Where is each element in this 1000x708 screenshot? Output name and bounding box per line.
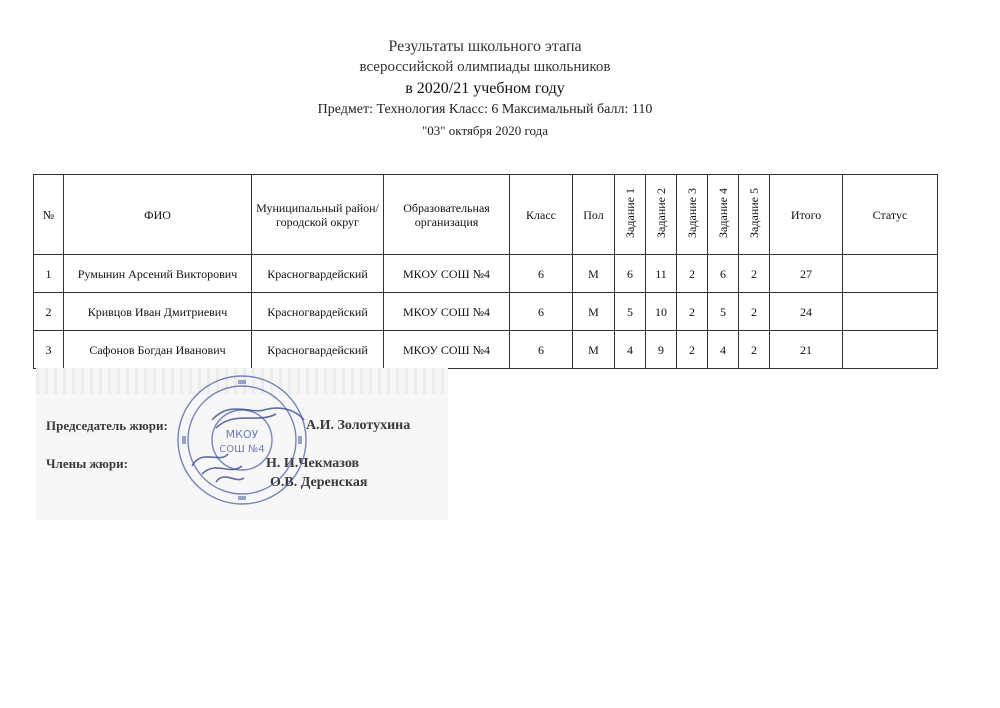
cell-sex: М xyxy=(573,293,615,331)
table-row xyxy=(34,255,938,293)
results-table xyxy=(33,174,938,369)
cell-task5: 2 xyxy=(739,293,770,331)
cell-total: 24 xyxy=(770,293,843,331)
cell-org: МКОУ СОШ №4 xyxy=(384,255,510,293)
col-task1-header xyxy=(615,175,646,255)
cell-status xyxy=(843,293,938,331)
cell-task3: 2 xyxy=(677,255,708,293)
col-task2-header xyxy=(646,175,677,255)
task4-label: Задание 4 xyxy=(716,188,730,238)
task5-label: Задание 5 xyxy=(747,188,761,238)
col-org-header: Образовательная организация xyxy=(384,175,510,255)
cell-num: 3 xyxy=(34,331,64,369)
cell-district: Красногвардейский xyxy=(252,331,384,369)
cell-district: Красногвардейский xyxy=(252,255,384,293)
cell-task4: 4 xyxy=(708,331,739,369)
cell-num: 2 xyxy=(34,293,64,331)
cell-task4: 5 xyxy=(708,293,739,331)
cell-grade: 6 xyxy=(510,331,573,369)
cell-task5: 2 xyxy=(739,255,770,293)
cell-fio: Кривцов Иван Дмитриевич xyxy=(64,293,252,331)
col-fio-header: ФИО xyxy=(64,175,252,255)
date-line: "03" октября 2020 года xyxy=(421,123,549,138)
cell-district: Красногвардейский xyxy=(252,293,384,331)
cell-status xyxy=(843,255,938,293)
cell-task5: 2 xyxy=(739,331,770,369)
chair-name: А.И. Золотухина xyxy=(306,418,411,433)
member-1-name: Н. И.Чекмазов xyxy=(266,456,360,471)
title-line-1: Результаты школьного этапа xyxy=(388,38,582,55)
cell-status xyxy=(843,331,938,369)
chair-label: Председатель жюри: xyxy=(46,418,168,433)
member-2-name: О.В. Деренская xyxy=(270,475,368,490)
school-stamp-icon xyxy=(172,370,312,510)
cell-task2: 10 xyxy=(646,293,677,331)
cell-org: МКОУ СОШ №4 xyxy=(384,331,510,369)
cell-sex: М xyxy=(573,255,615,293)
col-district-header: Муниципальный район/городской округ xyxy=(252,175,384,255)
col-task5-header xyxy=(739,175,770,255)
col-status-header: Статус xyxy=(843,175,938,255)
cell-task2: 9 xyxy=(646,331,677,369)
svg-text:СОШ №4: СОШ №4 xyxy=(219,444,265,455)
cell-task3: 2 xyxy=(677,293,708,331)
cell-task3: 2 xyxy=(677,331,708,369)
cell-task1: 6 xyxy=(615,255,646,293)
cell-fio: Румынин Арсений Викторович xyxy=(64,255,252,293)
col-task3-header xyxy=(677,175,708,255)
col-total-header: Итого xyxy=(770,175,843,255)
cell-sex: М xyxy=(573,331,615,369)
col-grade-header: Класс xyxy=(510,175,573,255)
cell-total: 27 xyxy=(770,255,843,293)
members-label: Члены жюри: xyxy=(46,456,128,471)
table-row xyxy=(34,331,938,369)
task2-label: Задание 2 xyxy=(654,188,668,238)
cell-fio: Сафонов Богдан Иванович xyxy=(64,331,252,369)
table-header-row xyxy=(34,175,938,255)
title-line-2: всероссийской олимпиады школьников xyxy=(359,59,611,75)
cell-total: 21 xyxy=(770,331,843,369)
col-num-header: № xyxy=(34,175,64,255)
table-row xyxy=(34,293,938,331)
cell-task1: 4 xyxy=(615,331,646,369)
subject-line: Предмет: Технология Класс: 6 Максимальный балл: 110 xyxy=(317,102,653,117)
col-sex-header: Пол xyxy=(573,175,615,255)
cell-grade: 6 xyxy=(510,255,573,293)
cell-task4: 6 xyxy=(708,255,739,293)
task3-label: Задание 3 xyxy=(685,188,699,238)
task1-label: Задание 1 xyxy=(623,188,637,238)
cell-task2: 11 xyxy=(646,255,677,293)
cell-org: МКОУ СОШ №4 xyxy=(384,293,510,331)
cell-task1: 5 xyxy=(615,293,646,331)
svg-text:МКОУ: МКОУ xyxy=(225,428,259,441)
col-task4-header xyxy=(708,175,739,255)
document-header xyxy=(0,36,970,141)
cell-grade: 6 xyxy=(510,293,573,331)
title-line-3: в 2020/21 учебном году xyxy=(405,80,565,97)
cell-num: 1 xyxy=(34,255,64,293)
